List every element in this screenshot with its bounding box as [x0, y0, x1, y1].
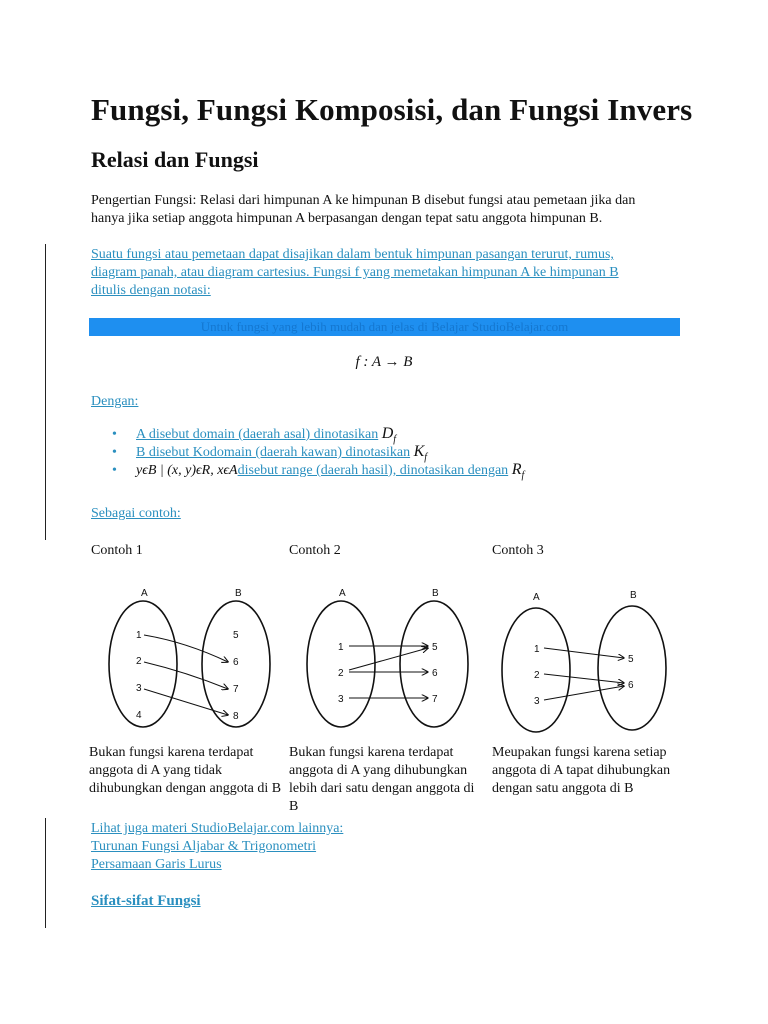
domain-element: 2	[338, 668, 344, 679]
bullet-icon: •	[112, 427, 117, 442]
contoh-intro[interactable]: Sebagai contoh:	[91, 506, 181, 521]
domain-element: 4	[136, 710, 142, 721]
set-a-ellipse	[109, 601, 177, 727]
definition-text[interactable]: disebut range (daerah hasil), dinotasikan dengan	[237, 463, 509, 478]
definition-list	[112, 425, 525, 482]
dengan-label[interactable]: Dengan:	[91, 394, 139, 409]
list-item	[112, 425, 524, 446]
section-heading: Relasi dan Fungsi	[91, 147, 259, 172]
codomain-element: 8	[233, 711, 239, 722]
mapping-arrow	[144, 662, 228, 689]
set-b-label: B	[432, 588, 439, 599]
margin-rule-top	[45, 244, 46, 540]
example-title-2: Contoh 2	[289, 543, 341, 558]
math-notation: $K_f$	[413, 443, 428, 464]
see-also-link[interactable]: Lihat juga materi StudioBelajar.com lainnya:	[91, 821, 344, 836]
definition-text[interactable]: B disebut Kodomain (daerah kawan) dinotasikan	[136, 445, 411, 460]
domain-element: 2	[136, 656, 142, 667]
margin-rule-bottom	[45, 818, 46, 928]
domain-element: 2	[534, 670, 540, 681]
set-b-label: B	[630, 590, 637, 601]
intro-line-1: Pengertian Fungsi: Relasi dari himpunan A ke himpunan B disebut fungsi atau pemetaan jika dan	[91, 193, 636, 208]
set-a-label: A	[533, 592, 540, 603]
codomain-element: 6	[432, 668, 438, 679]
link-line-3[interactable]: ditulis dengan notasi:	[91, 283, 211, 298]
bullet-icon: •	[112, 463, 117, 478]
math-notation: $D_f$	[381, 425, 397, 446]
related-link-turunan[interactable]: Turunan Fungsi Aljabar & Trigonometri	[91, 839, 317, 854]
example-caption-1: Bukan fungsi karena terdapat anggota di A yang tidak dihubungkan dengan anggota di B	[89, 745, 282, 796]
mapping-arrow	[544, 648, 624, 658]
arrow-diagram-2	[294, 582, 478, 738]
arrow-diagram-3	[496, 582, 680, 738]
math-notation: $R_f$	[511, 461, 525, 482]
mapping-arrow	[544, 674, 624, 683]
set-a-ellipse	[307, 601, 375, 727]
page-title: Fungsi, Fungsi Komposisi, dan Fungsi Invers	[91, 92, 693, 127]
link-line-1[interactable]: Suatu fungsi atau pemetaan dapat disajikan dalam bentuk himpunan pasangan terurut, rumus,	[91, 247, 614, 262]
example-caption-2: Bukan fungsi karena terdapat anggota di A yang dihubungkan lebih dari satu dengan anggota di B	[289, 745, 475, 814]
list-item	[112, 443, 524, 464]
set-b-ellipse	[400, 601, 468, 727]
example-title-1: Contoh 1	[91, 543, 143, 558]
codomain-element: 5	[628, 654, 634, 665]
codomain-element: 6	[233, 657, 239, 668]
set-b-ellipse	[598, 606, 666, 730]
bullet-icon: •	[112, 445, 117, 460]
intro-paragraph	[91, 192, 635, 228]
range-set-notation: yϵB | (x, y)ϵR, xϵA	[136, 463, 238, 478]
codomain-element: 5	[432, 642, 438, 653]
definition-text[interactable]: A disebut domain (daerah asal) dinotasikan	[136, 427, 379, 442]
example-caption-3: Meupakan fungsi karena setiap anggota di A tapat dihubungkan dengan satu anggota di B	[492, 745, 671, 796]
domain-element: 1	[534, 644, 540, 655]
codomain-element: 7	[432, 694, 438, 705]
related-links-block	[91, 820, 343, 874]
link-line-2[interactable]: diagram panah, atau diagram cartesius. Fungsi f yang memetakan himpunan A ke himpunan B	[91, 265, 619, 280]
domain-element: 1	[338, 642, 344, 653]
notation-link-paragraph[interactable]	[91, 246, 619, 300]
mapping-arrow	[144, 635, 228, 662]
ad-banner[interactable]: Untuk fungsi yang lebih mudah dan jelas di Belajar StudioBelajar.com	[89, 318, 680, 336]
function-notation: f : A → B	[355, 354, 413, 370]
set-a-label: A	[339, 588, 346, 599]
set-b-label: B	[235, 588, 242, 599]
example-title-3: Contoh 3	[492, 543, 544, 558]
intro-line-2: hanya jika setiap anggota himpunan A berpasangan dengan tepat satu anggota himpunan B.	[91, 211, 603, 226]
domain-element: 3	[136, 683, 142, 694]
subheading-sifat-fungsi[interactable]: Sifat-sifat Fungsi	[91, 893, 201, 909]
codomain-element: 7	[233, 684, 239, 695]
arrow-diagram-1	[96, 582, 280, 738]
mapping-arrow	[544, 686, 624, 700]
mapping-arrow	[144, 689, 228, 715]
list-item	[112, 461, 525, 482]
related-link-garis-lurus[interactable]: Persamaan Garis Lurus	[91, 857, 222, 872]
domain-element: 3	[338, 694, 344, 705]
codomain-element: 6	[628, 680, 634, 691]
domain-element: 1	[136, 630, 142, 641]
mapping-arrow	[349, 648, 428, 670]
codomain-element: 5	[233, 630, 239, 641]
domain-element: 3	[534, 696, 540, 707]
set-a-label: A	[141, 588, 148, 599]
